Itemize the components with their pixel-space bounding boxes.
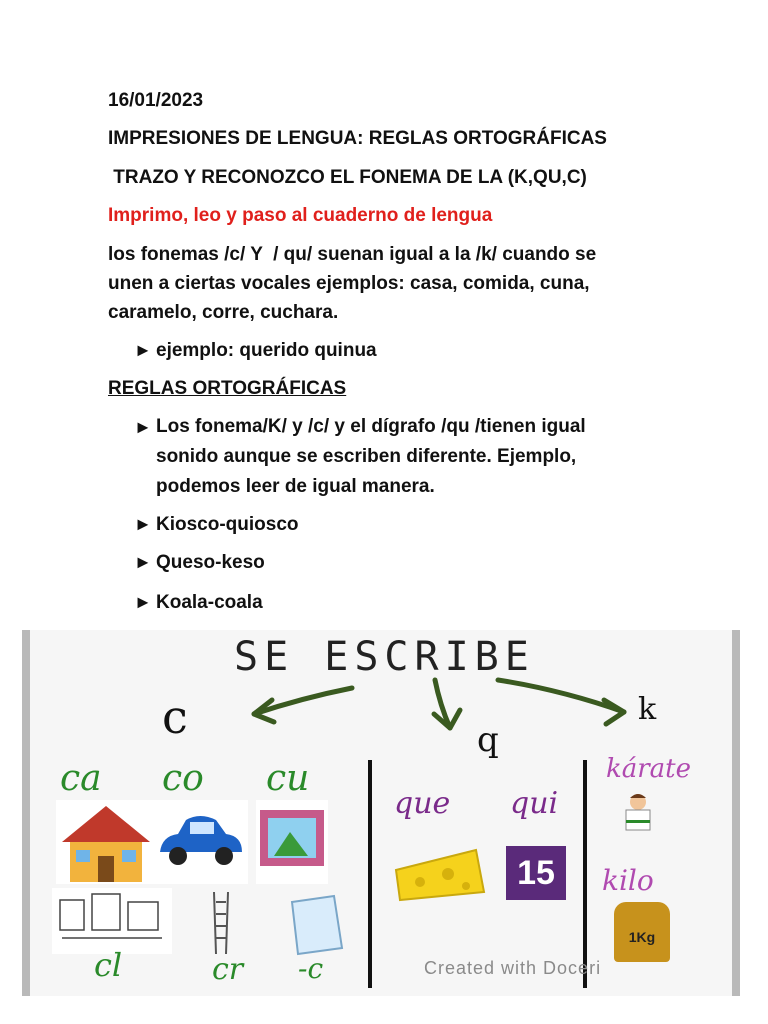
rule-line: podemos leer de igual manera. bbox=[156, 476, 435, 497]
example-text: ejemplo: querido quinua bbox=[156, 340, 377, 361]
syllable-co: co bbox=[162, 758, 204, 799]
pair-text: Queso-keso bbox=[156, 552, 265, 573]
column-c-letter: c bbox=[162, 690, 188, 744]
word-kilo: kilo bbox=[602, 864, 654, 897]
syllable-qui: qui bbox=[510, 786, 559, 821]
house-icon bbox=[56, 800, 156, 884]
paragraph-line: unen a ciertas vocales ejemplos: casa, comida, cuna, bbox=[108, 273, 590, 294]
column-divider bbox=[583, 760, 587, 988]
karate-kid-icon bbox=[618, 792, 658, 838]
syllable-ca: ca bbox=[60, 758, 102, 799]
syllable-que: que bbox=[394, 786, 451, 821]
pair-text: Kiosco-quiosco bbox=[156, 514, 299, 535]
board-heading: SE ESCRIBE bbox=[234, 634, 535, 680]
pair-item bbox=[134, 513, 299, 536]
syllable-cl: cl bbox=[94, 946, 123, 984]
sketch-drawing-icon bbox=[52, 888, 172, 954]
pair-text: Koala-coala bbox=[156, 592, 263, 613]
rule-line: sonido aunque se escriben diferente. Ejemplo, bbox=[156, 446, 577, 467]
triangle-bullet-icon: ► bbox=[134, 417, 152, 437]
pair-item bbox=[134, 551, 265, 574]
triangle-bullet-icon: ► bbox=[134, 592, 152, 612]
date: 16/01/2023 bbox=[108, 90, 204, 111]
rules-heading: REGLAS ORTOGRÁFICAS bbox=[108, 378, 347, 399]
syllable-final-c: -c bbox=[298, 952, 324, 985]
column-q-letter: q bbox=[477, 720, 499, 760]
triangle-bullet-icon: ► bbox=[134, 514, 152, 534]
picture-frame-icon bbox=[256, 800, 328, 884]
cheese-icon bbox=[392, 842, 488, 906]
syllable-cr: cr bbox=[212, 952, 244, 987]
watermark: Created with Doceri bbox=[424, 958, 602, 978]
notepad-icon bbox=[284, 892, 348, 958]
triangle-bullet-icon: ► bbox=[134, 340, 152, 360]
word-karate: kárate bbox=[606, 754, 692, 784]
subtitle: TRAZO Y RECONOZCO EL FONEMA DE LA (K,QU,C) bbox=[108, 167, 587, 188]
intro-paragraph bbox=[108, 240, 596, 327]
rule-item bbox=[134, 412, 586, 502]
syllable-cu: cu bbox=[266, 758, 310, 799]
zipper-icon bbox=[202, 888, 242, 958]
column-k-letter: k bbox=[638, 692, 657, 727]
car-icon bbox=[152, 800, 248, 884]
example-bullet bbox=[134, 339, 377, 362]
rule-line: Los fonema/K/ y /c/ y el dígrafo /qu /tienen igual bbox=[156, 416, 586, 437]
weight-icon: 1Kg bbox=[614, 902, 670, 962]
paragraph-line: los fonemas /c/ Y / qu/ suenan igual a la /k/ cuando se bbox=[108, 244, 597, 265]
pair-item bbox=[134, 591, 263, 614]
column-divider bbox=[368, 760, 372, 988]
instruction: Imprimo, leo y paso al cuaderno de lengua bbox=[108, 205, 493, 226]
number-fifteen-tile: 15 bbox=[506, 846, 566, 900]
arrow-right-icon bbox=[498, 680, 624, 712]
page-title: IMPRESIONES DE LENGUA: REGLAS ORTOGRÁFICAS bbox=[108, 128, 607, 149]
whiteboard-illustration bbox=[22, 630, 740, 996]
triangle-bullet-icon: ► bbox=[134, 552, 152, 572]
paragraph-line: caramelo, corre, cuchara. bbox=[108, 302, 339, 323]
